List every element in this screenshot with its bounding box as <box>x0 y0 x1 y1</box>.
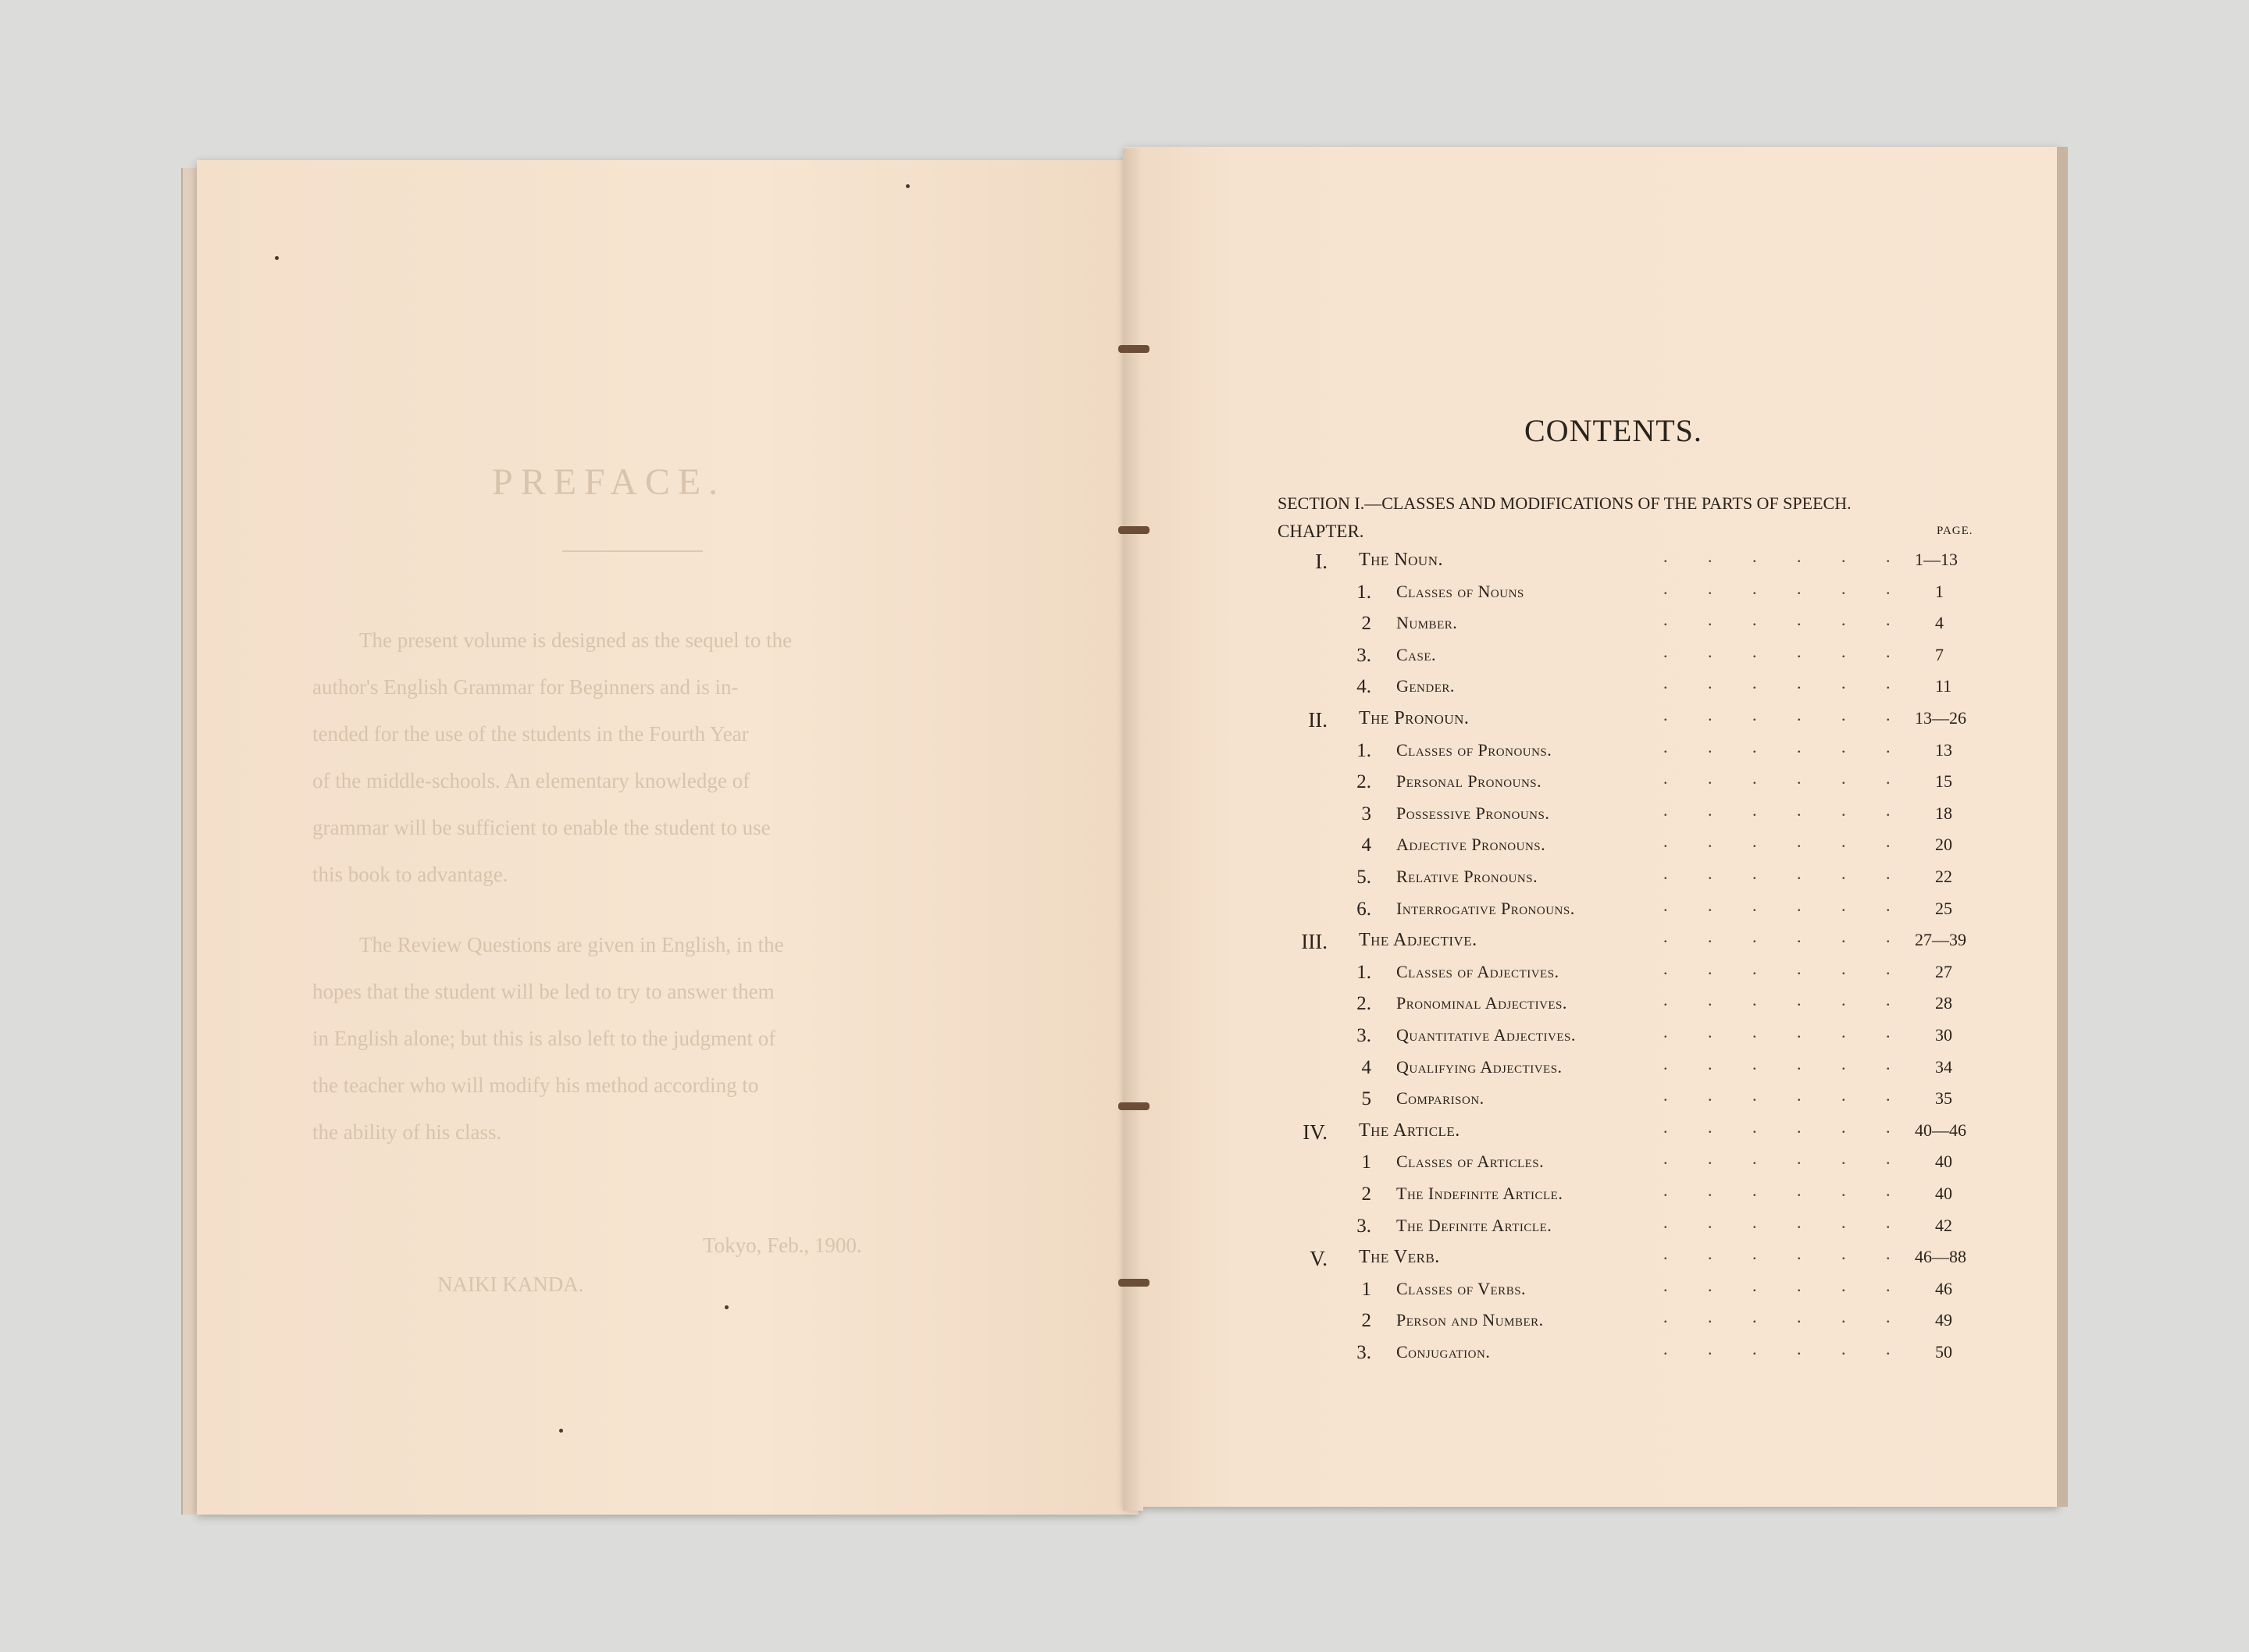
toc-entry-page: 28 <box>1935 993 1952 1013</box>
preface-line: of the middle-schools. An elementary knowledge of <box>312 769 750 792</box>
toc-dot-leader: . . . . . . <box>1663 705 1909 725</box>
toc-entry-number: 4 <box>1361 835 1371 856</box>
preface-title: PREFACE. <box>492 461 726 503</box>
toc-subsection-row <box>0 895 2030 922</box>
toc-entry-title: The Definite Article. <box>1396 1215 1552 1235</box>
preface-line: the teacher who will modify his method according to <box>312 1073 759 1097</box>
toc-entry-number: I. <box>1315 550 1328 573</box>
toc-entry-number: 1 <box>1361 1278 1371 1300</box>
toc-entry-number: 2 <box>1361 1184 1371 1205</box>
right-page-edge <box>2057 147 2068 1507</box>
toc-entry-number: 2 <box>1361 613 1371 635</box>
toc-entry-page: 40 <box>1935 1152 1952 1172</box>
toc-entry-title: Case. <box>1396 644 1437 664</box>
toc-entry-number: 5. <box>1356 867 1371 888</box>
toc-dot-leader: . . . . . . <box>1663 578 1909 598</box>
toc-entry-page: 27—39 <box>1915 930 1966 950</box>
toc-entry-title: Comparison. <box>1396 1088 1484 1109</box>
toc-entry-title: Pronominal Adjectives. <box>1396 993 1567 1013</box>
contents-title: CONTENTS. <box>1524 413 1702 448</box>
toc-dot-leader: . . . . . . <box>1663 547 1909 566</box>
toc-entry-title: Relative Pronouns. <box>1396 867 1538 886</box>
section-heading: SECTION I.—CLASSES AND MODIFICATIONS OF THE PARTS OF SPEECH. <box>1278 493 1852 513</box>
preface-line: author's English Grammar for Beginners and is in- <box>312 675 739 699</box>
toc-entry-title: The Verb. <box>1359 1247 1440 1268</box>
toc-dot-leader: . . . . . . <box>1663 1307 1909 1327</box>
toc-subsection-row <box>0 799 2030 827</box>
toc-dot-leader: . . . . . . <box>1663 1085 1909 1105</box>
toc-dot-leader: . . . . . . <box>1663 863 1909 883</box>
paper-speck <box>275 256 279 260</box>
toc-entry-number: 3. <box>1356 1342 1371 1363</box>
toc-entry-title: The Noun. <box>1359 550 1443 570</box>
toc-entry-number: 1. <box>1356 961 1371 983</box>
toc-entry-number: 4. <box>1356 676 1371 698</box>
toc-entry-page: 7 <box>1935 644 1944 664</box>
toc-entry-number: 3. <box>1356 1025 1371 1046</box>
toc-entry-page: 42 <box>1935 1215 1952 1235</box>
toc-dot-leader: . . . . . . <box>1663 1148 1909 1169</box>
toc-dot-leader: . . . . . . <box>1663 927 1909 947</box>
toc-chapter-row <box>0 1116 2030 1144</box>
toc-entry-title: Classes of Nouns <box>1396 581 1524 601</box>
toc-entry-page: 34 <box>1935 1056 1952 1077</box>
right-page <box>1124 147 2058 1507</box>
toc-entry-page: 30 <box>1935 1025 1952 1045</box>
paper-speck <box>725 1305 729 1309</box>
toc-entry-page: 25 <box>1935 898 1952 918</box>
toc-entry-title: Number. <box>1396 613 1458 633</box>
toc-entry-title: The Indefinite Article. <box>1396 1184 1563 1203</box>
toc-dot-leader: . . . . . . <box>1663 641 1909 661</box>
toc-entry-title: Conjugation. <box>1396 1342 1491 1362</box>
toc-entry-title: Possessive Pronouns. <box>1396 803 1550 823</box>
chapter-label: CHAPTER. <box>1278 522 1364 541</box>
toc-entry-title: The Adjective. <box>1359 930 1477 951</box>
toc-entry-title: Classes of Pronouns. <box>1396 739 1552 760</box>
preface-date: Tokyo, Feb., 1900. <box>703 1234 862 1257</box>
toc-subsection-row <box>0 1212 2030 1239</box>
toc-entry-title: The Pronoun. <box>1359 708 1470 728</box>
toc-entry-number: 1. <box>1356 739 1371 761</box>
toc-subsection-row <box>0 610 2030 636</box>
toc-dot-leader: . . . . . . <box>1663 610 1909 630</box>
preface-line: hopes that the student will be led to try to answer them <box>312 980 775 1003</box>
toc-subsection-row <box>0 831 2030 858</box>
toc-subsection-row <box>0 1053 2030 1081</box>
toc-entry-page: 27 <box>1935 961 1952 981</box>
toc-chapter-row <box>0 547 2030 573</box>
toc-dot-leader: . . . . . . <box>1663 1275 1909 1295</box>
preface-line: this book to advantage. <box>312 863 508 886</box>
toc-subsection-row <box>0 1275 2030 1302</box>
toc-entry-number: 1 <box>1361 1152 1371 1173</box>
toc-entry-title: Classes of Articles. <box>1396 1152 1545 1172</box>
preface-line: the ability of his class. <box>312 1120 502 1144</box>
toc-entry-number: 5 <box>1361 1088 1371 1110</box>
toc-dot-leader: . . . . . . <box>1663 1116 1909 1137</box>
toc-entry-number: V. <box>1310 1247 1328 1271</box>
toc-entry-title: The Article. <box>1359 1120 1460 1141</box>
toc-entry-page: 18 <box>1935 803 1952 823</box>
toc-entry-title: Person and Number. <box>1396 1310 1544 1330</box>
binding-stitch <box>1118 345 1149 353</box>
toc-subsection-row <box>0 1148 2030 1175</box>
toc-subsection-row <box>0 768 2030 795</box>
toc-entry-number: 2 <box>1361 1310 1371 1332</box>
toc-dot-leader: . . . . . . <box>1663 831 1909 852</box>
toc-entry-number: 2. <box>1356 993 1371 1015</box>
toc-entry-number: 3. <box>1356 1215 1371 1237</box>
toc-dot-leader: . . . . . . <box>1663 673 1909 693</box>
toc-dot-leader: . . . . . . <box>1663 990 1909 1010</box>
toc-dot-leader: . . . . . . <box>1663 1022 1909 1041</box>
toc-entry-page: 46—88 <box>1915 1247 1966 1267</box>
paper-speck <box>559 1429 563 1433</box>
toc-subsection-row <box>0 1307 2030 1333</box>
toc-dot-leader: . . . . . . <box>1663 1244 1909 1264</box>
toc-subsection-row <box>0 1339 2030 1365</box>
toc-entry-page: 40 <box>1935 1184 1952 1203</box>
toc-entry-number: 6. <box>1356 898 1371 920</box>
toc-chapter-row <box>0 705 2030 732</box>
preface-line: grammar will be sufficient to enable the student to use <box>312 816 771 839</box>
toc-entry-page: 1—13 <box>1915 550 1958 569</box>
toc-subsection-row <box>0 673 2030 700</box>
preface-line: in English alone; but this is also left to the judgment of <box>312 1027 776 1050</box>
toc-entry-title: Classes of Verbs. <box>1396 1278 1527 1298</box>
toc-entry-page: 1 <box>1935 581 1944 601</box>
toc-entry-number: IV. <box>1303 1120 1328 1144</box>
toc-dot-leader: . . . . . . <box>1663 1339 1909 1358</box>
toc-entry-page: 46 <box>1935 1278 1952 1298</box>
toc-entry-page: 13 <box>1935 739 1952 760</box>
toc-entry-title: Qualifying Adjectives. <box>1396 1056 1563 1077</box>
toc-dot-leader: . . . . . . <box>1663 895 1909 915</box>
toc-entry-title: Quantitative Adjectives. <box>1396 1025 1576 1045</box>
toc-entry-number: III. <box>1301 930 1328 954</box>
toc-subsection-row <box>0 578 2030 605</box>
toc-entry-number: 3 <box>1361 803 1371 824</box>
toc-entry-number: 1. <box>1356 581 1371 603</box>
toc-subsection-row <box>0 736 2030 764</box>
toc-chapter-row <box>0 927 2030 954</box>
toc-dot-leader: . . . . . . <box>1663 768 1909 789</box>
paper-speck <box>906 184 910 188</box>
toc-entry-page: 22 <box>1935 867 1952 886</box>
toc-dot-leader: . . . . . . <box>1663 1180 1909 1200</box>
toc-entry-title: Classes of Adjectives. <box>1396 961 1559 981</box>
preface-line: The Review Questions are given in English, in the <box>359 933 784 956</box>
toc-dot-leader: . . . . . . <box>1663 1053 1909 1073</box>
toc-subsection-row <box>0 958 2030 985</box>
toc-entry-page: 11 <box>1935 676 1952 696</box>
toc-subsection-row <box>0 641 2030 668</box>
toc-entry-title: Personal Pronouns. <box>1396 771 1542 792</box>
toc-entry-page: 4 <box>1935 613 1944 633</box>
toc-entry-number: 4 <box>1361 1056 1371 1078</box>
toc-dot-leader: . . . . . . <box>1663 799 1909 820</box>
toc-dot-leader: . . . . . . <box>1663 736 1909 757</box>
binding-stitch <box>1118 526 1149 534</box>
toc-entry-number: 3. <box>1356 644 1371 666</box>
toc-entry-page: 15 <box>1935 771 1952 792</box>
toc-entry-title: Adjective Pronouns. <box>1396 835 1546 855</box>
toc-entry-page: 40—46 <box>1915 1120 1966 1140</box>
preface-author: NAIKI KANDA. <box>437 1273 584 1296</box>
toc-subsection-row <box>0 1180 2030 1207</box>
toc-dot-leader: . . . . . . <box>1663 1212 1909 1232</box>
toc-entry-page: 13—26 <box>1915 708 1966 728</box>
toc-entry-page: 50 <box>1935 1342 1952 1362</box>
preface-line: The present volume is designed as the sequel to the <box>359 628 793 652</box>
toc-entry-title: Gender. <box>1396 676 1455 696</box>
toc-entry-number: II. <box>1308 708 1328 732</box>
toc-dot-leader: . . . . . . <box>1663 958 1909 978</box>
toc-subsection-row <box>0 863 2030 890</box>
toc-entry-title: Interrogative Pronouns. <box>1396 898 1575 918</box>
toc-entry-number: 2. <box>1356 771 1371 793</box>
toc-entry-page: 20 <box>1935 835 1952 855</box>
toc-entry-page: 49 <box>1935 1310 1952 1330</box>
toc-subsection-row <box>0 1022 2030 1049</box>
toc-entry-page: 35 <box>1935 1088 1952 1109</box>
preface-line: tended for the use of the students in the Fourth Year <box>312 722 749 746</box>
page-column-label: PAGE. <box>1937 525 1973 537</box>
